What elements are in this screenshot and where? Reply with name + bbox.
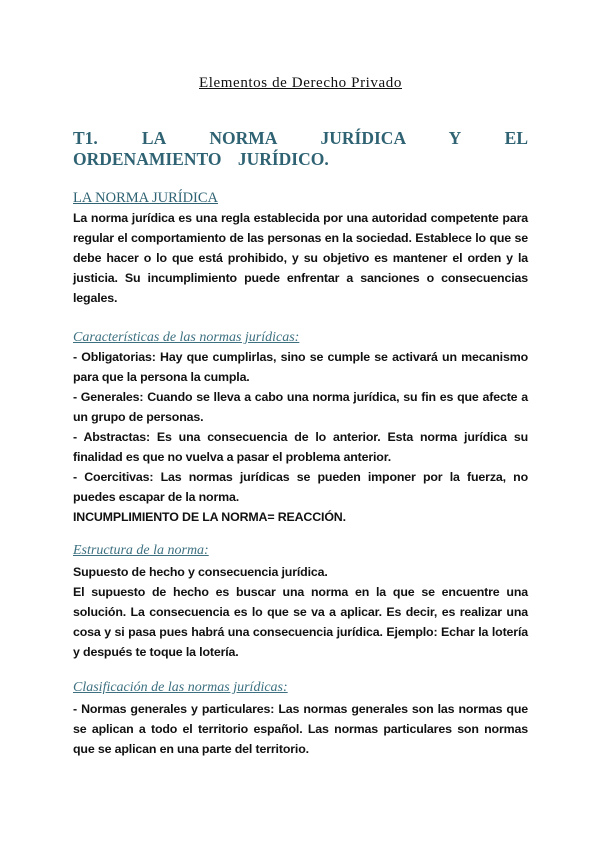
section-heading: LA NORMA JURÍDICA — [73, 190, 219, 206]
list-item: - Abstractas: Es una consecuencia de lo anterior. Esta norma jurídica su finalidad es que no vuelva a pasar el problema anterior. — [73, 430, 528, 464]
estructura-heading: Estructura de la norma: — [73, 543, 209, 558]
paragraph: Supuesto de hecho y consecuencia jurídica. — [73, 565, 328, 579]
item-label: - Normas generales y particulares: — [73, 702, 275, 716]
estructura-text — [73, 562, 528, 662]
chapter-title: T1. LA NORMA JURÍDICA Y EL ORDENAMIENTO JURÍDICO. — [73, 128, 528, 169]
document-title: Elementos de Derecho Privado — [199, 75, 402, 91]
list-item: - Obligatorias: Hay que cumplirlas, sino se cumple se activará un mecanismo para que la persona la cumpla. — [73, 350, 528, 384]
list-item: - Coercitivas: Las normas jurídicas se pueden imponer por la fuerza, no puedes escapar de la norma. — [73, 470, 528, 504]
caracteristicas-list — [73, 347, 528, 527]
caracteristicas-heading: Características de las normas jurídicas: — [73, 330, 300, 345]
intro-paragraph: La norma jurídica es una regla establecida por una autoridad competente para regular el comportamiento de las personas en la sociedad. Establece lo que se debe hacer o lo que está prohibido, y su objetivo es mantener el orden y la justicia. Su incumplimiento puede enfrentar a sanciones o consecuencias legales. — [73, 211, 528, 305]
summary-line: INCUMPLIMIENTO DE LA NORMA= REACCIÓN. — [73, 510, 346, 524]
clasificacion-list — [73, 699, 528, 759]
list-item: - Generales: Cuando se lleva a cabo una norma jurídica, su fin es que afecte a un grupo de personas. — [73, 390, 528, 424]
clasificacion-heading: Clasificación de las normas jurídicas: — [73, 680, 288, 695]
paragraph: El supuesto de hecho es buscar una norma en la que se encuentre una solución. La consecuencia es lo que se va a aplicar. Es decir, es realizar una cosa y si pasa pues habrá una consecuencia jurídica. Ejemplo: Echar la lotería y después te toque la lotería. — [73, 585, 528, 659]
list-item — [73, 699, 528, 759]
item-text: Las normas generales son las normas que se aplican a todo el territorio español. Las normas particulares son normas que se aplican en una parte del territorio. — [73, 702, 529, 756]
